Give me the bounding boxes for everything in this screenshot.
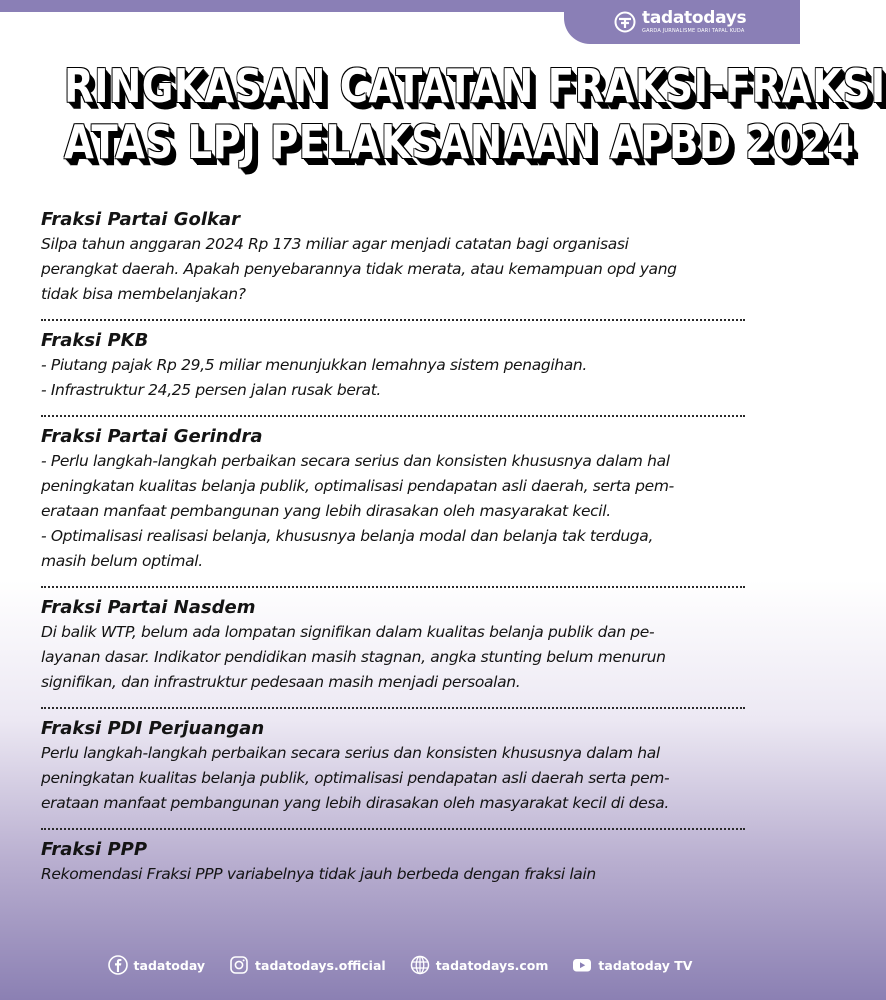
globe-icon: [410, 955, 430, 975]
instagram-icon: [229, 955, 249, 975]
title-line-2: ATAS LPJ PELAKSANAAN APBD 2024: [64, 115, 855, 169]
section-heading: Fraksi PDI Perjuangan: [41, 718, 265, 739]
section-text-line: Silpa tahun anggaran 2024 Rp 173 miliar agar menjadi catatan bagi organisasi: [41, 235, 629, 253]
section-text-line: Perlu langkah-langkah perbaikan secara serius dan konsisten khususnya dalam hal: [41, 744, 660, 762]
dotted-divider: [41, 319, 745, 321]
section-heading: Fraksi PPP: [41, 839, 148, 860]
social-footer: [0, 952, 800, 978]
section-pkb: [41, 329, 761, 409]
section-text-line: masih belum optimal.: [41, 552, 203, 570]
section-gerindra: [41, 425, 761, 580]
brand-tab: [564, 0, 800, 44]
brand-logo-icon: [614, 11, 636, 33]
section-golkar: [41, 208, 761, 313]
section-text-line: - Optimalisasi realisasi belanja, khususnya belanja modal dan belanja tak terduga,: [41, 527, 654, 545]
section-text-line: Di balik WTP, belum ada lompatan signifikan dalam kualitas belanja publik dan pe-: [41, 623, 655, 641]
fraksi-list: [41, 208, 761, 893]
section-text-line: - Infrastruktur 24,25 persen jalan rusak berat.: [41, 381, 382, 399]
section-text-line: peningkatan kualitas belanja publik, optimalisasi pendapatan asli daerah, serta pem-: [41, 477, 674, 495]
page-title: [64, 58, 886, 170]
title-line-1: RINGKASAN CATATAN FRAKSI-FRAKSI: [64, 59, 886, 113]
youtube-link[interactable]: [572, 955, 692, 975]
section-heading: Fraksi Partai Gerindra: [41, 426, 263, 447]
dotted-divider: [41, 586, 745, 588]
section-text-line: Rekomendasi Fraksi PPP variabelnya tidak jauh berbeda dengan fraksi lain: [41, 865, 596, 883]
section-text-line: layanan dasar. Indikator pendidikan masih stagnan, angka stunting belum menurun: [41, 648, 666, 666]
youtube-label: tadatoday TV: [598, 957, 693, 973]
brand-name: tadatodays: [642, 8, 747, 28]
section-heading: Fraksi Partai Nasdem: [41, 597, 256, 618]
section-text-line: tidak bisa membelanjakan?: [41, 285, 246, 303]
section-text-line: - Perlu langkah-langkah perbaikan secara serius dan konsisten khususnya dalam hal: [41, 452, 670, 470]
section-text-line: erataan manfaat pembangunan yang lebih dirasakan oleh masyarakat kecil.: [41, 502, 611, 520]
dotted-divider: [41, 828, 745, 830]
dotted-divider: [41, 707, 745, 709]
section-pdip: [41, 717, 761, 822]
brand-tagline: GARDA JURNALISME DARI TAPAL KUDA: [642, 28, 745, 34]
website-label: tadatodays.com: [435, 957, 549, 973]
section-ppp: [41, 838, 761, 893]
section-text-line: perangkat daerah. Apakah penyebarannya tidak merata, atau kemampuan opd yang: [41, 260, 677, 278]
section-text-line: - Piutang pajak Rp 29,5 miliar menunjukkan lemahnya sistem penagihan.: [41, 356, 587, 374]
section-heading: Fraksi Partai Golkar: [41, 209, 241, 230]
instagram-link[interactable]: [229, 955, 386, 975]
brand-text: [642, 10, 746, 34]
website-link[interactable]: [410, 955, 549, 975]
facebook-icon: [108, 955, 128, 975]
instagram-label: tadatodays.official: [255, 957, 386, 973]
section-text-line: erataan manfaat pembangunan yang lebih dirasakan oleh masyarakat kecil di desa.: [41, 794, 669, 812]
facebook-label: tadatoday: [133, 957, 206, 973]
facebook-link[interactable]: [108, 955, 206, 975]
section-text-line: peningkatan kualitas belanja publik, optimalisasi pendapatan asli daerah serta pem-: [41, 769, 670, 787]
youtube-icon: [572, 955, 592, 975]
section-heading: Fraksi PKB: [41, 330, 149, 351]
section-nasdem: [41, 596, 761, 701]
section-text-line: signifikan, dan infrastruktur pedesaan masih menjadi persoalan.: [41, 673, 521, 691]
dotted-divider: [41, 415, 745, 417]
